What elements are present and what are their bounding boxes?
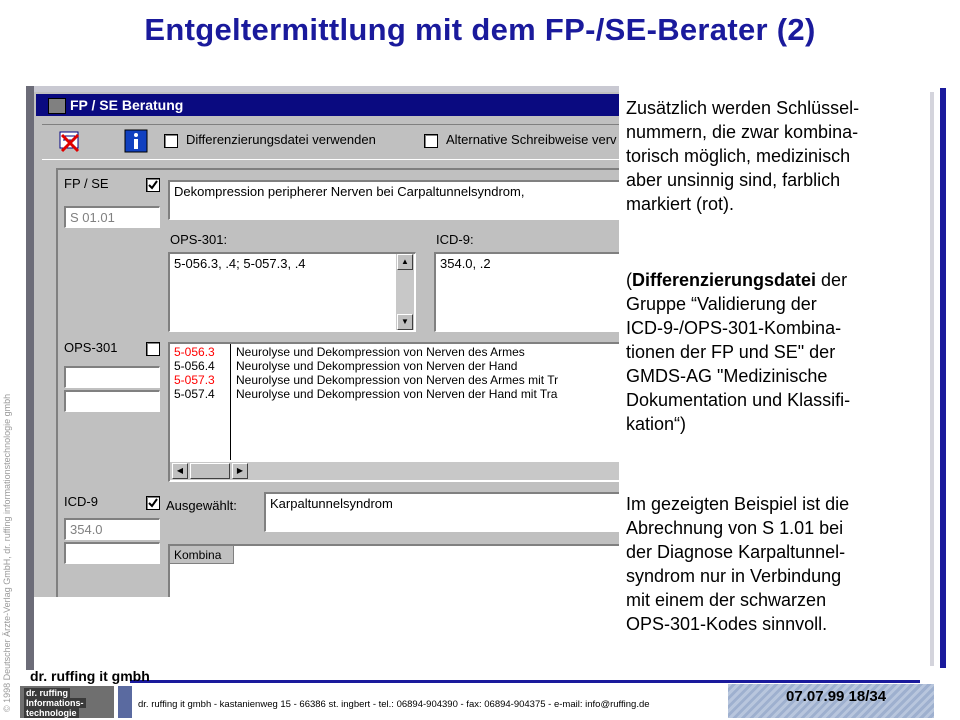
logo-line: Informations- bbox=[26, 698, 84, 708]
selected-label: Ausgewählt: bbox=[166, 498, 237, 513]
para3-line: mit einem der schwarzen bbox=[626, 590, 827, 610]
alternative-checkbox[interactable] bbox=[424, 134, 438, 148]
para1-line: torisch möglich, medizinisch bbox=[626, 146, 851, 166]
clear-button[interactable] bbox=[58, 129, 82, 153]
para2-line: Dokumentation und Klassifi- bbox=[626, 390, 851, 410]
ops-description: Neurolyse und Dekompression von Nerven des Armes bbox=[236, 345, 525, 359]
icd9-checkbox[interactable] bbox=[146, 496, 160, 510]
list-item[interactable] bbox=[170, 374, 619, 387]
ops-code: 5-057.3 bbox=[174, 373, 215, 387]
differenzierung-checkbox[interactable] bbox=[164, 134, 178, 148]
ops-summary-field[interactable] bbox=[168, 252, 416, 332]
fpse-code-field[interactable]: S 01.01 bbox=[64, 206, 160, 228]
icd-summary-value: 354.0, .2 bbox=[440, 256, 491, 271]
check-icon bbox=[147, 497, 159, 509]
ops-summary-label: OPS-301: bbox=[170, 232, 228, 247]
app-icon bbox=[48, 98, 66, 114]
para1-line: Zusätzlich werden Schlüssel- bbox=[626, 98, 860, 118]
ops-code: 5-056.3 bbox=[174, 345, 215, 359]
ops301-checkbox[interactable] bbox=[146, 342, 160, 356]
list-item[interactable] bbox=[170, 346, 619, 359]
para2-line: GMDS-AG "Medizinische bbox=[626, 366, 828, 386]
list-item[interactable] bbox=[170, 388, 619, 401]
logo-line: dr. ruffing bbox=[26, 688, 68, 698]
para1-line: aber unsinnig sind, farblich bbox=[626, 170, 841, 190]
icd9-label: ICD-9 bbox=[64, 494, 98, 509]
kombination-grid[interactable] bbox=[168, 544, 619, 597]
ops301-code-field-1[interactable] bbox=[64, 366, 160, 388]
fpse-description-field[interactable]: Dekompression peripherer Nerven bei Carpaltunnelsyndrom, bbox=[168, 180, 619, 220]
clear-icon bbox=[58, 129, 82, 153]
selected-diagnosis-field[interactable]: Karpaltunnelsyndrom bbox=[264, 492, 619, 532]
text-panel-bar bbox=[940, 88, 946, 668]
scroll-right-icon[interactable]: ▶ bbox=[232, 463, 248, 479]
para2-first-line bbox=[626, 268, 850, 292]
main-panel bbox=[56, 168, 619, 597]
icd9-code-field-2[interactable] bbox=[64, 542, 160, 564]
page-number: 07.07.99 18/34 bbox=[786, 688, 887, 705]
check-icon bbox=[147, 179, 159, 191]
scroll-down-icon[interactable]: ▼ bbox=[397, 314, 413, 330]
ops301-hscrollbar[interactable] bbox=[170, 462, 619, 480]
alternative-label: Alternative Schreibweise verv bbox=[446, 132, 617, 147]
screenshot-frame-left bbox=[26, 86, 34, 670]
para3-line: Im gezeigten Beispiel ist die bbox=[626, 494, 850, 514]
paragraph-3 bbox=[626, 492, 849, 636]
window-titlebar[interactable] bbox=[36, 94, 619, 116]
para2-line: kation“) bbox=[626, 414, 687, 434]
para2-line: Gruppe “Validierung der bbox=[626, 294, 817, 314]
info-icon bbox=[124, 129, 148, 153]
scroll-thumb[interactable] bbox=[190, 463, 230, 479]
icd9-code-field[interactable]: 354.0 bbox=[64, 518, 160, 540]
list-item[interactable] bbox=[170, 360, 619, 373]
ops-code: 5-057.4 bbox=[174, 387, 215, 401]
fpse-label: FP / SE bbox=[64, 176, 109, 191]
logo-corner-graphic bbox=[118, 686, 132, 718]
para2-rest: der bbox=[816, 270, 848, 290]
ops301-label: OPS-301 bbox=[64, 340, 118, 355]
ops-summary-value: 5-056.3, .4; 5-057.3, .4 bbox=[174, 256, 306, 271]
fp-se-window bbox=[34, 92, 619, 597]
icd-summary-label: ICD-9: bbox=[436, 232, 474, 247]
para3-line: der Diagnose Karpaltunnel- bbox=[626, 542, 846, 562]
para1-line: nummern, die zwar kombina- bbox=[626, 122, 859, 142]
text-panel-shadow bbox=[930, 92, 934, 666]
footer-address: dr. ruffing it gmbh - kastanienweg 15 - 66386 st. ingbert - tel.: 06894-904390 - fax: 06894-904375 - e-mail: info@ruffing.de bbox=[138, 699, 650, 710]
para2-open: ( bbox=[626, 270, 632, 290]
ops-code: 5-056.4 bbox=[174, 359, 215, 373]
logo-line: technologie bbox=[26, 708, 77, 718]
para1-line: markiert (rot). bbox=[626, 194, 734, 214]
slide-title: Entgeltermittlung mit dem FP-/SE-Berater (2) bbox=[144, 12, 816, 47]
para2-line: ICD-9-/OPS-301-Kombina- bbox=[626, 318, 842, 338]
ops-description: Neurolyse und Dekompression von Nerven der Hand bbox=[236, 359, 518, 373]
window-title: FP / SE Beratung bbox=[70, 97, 184, 113]
para2-bold: Differenzierungsdatei bbox=[632, 270, 817, 290]
paragraph-1 bbox=[626, 96, 859, 216]
icd-summary-field[interactable] bbox=[434, 252, 619, 332]
toolbar bbox=[42, 124, 619, 160]
scroll-up-icon[interactable]: ▲ bbox=[397, 254, 413, 270]
para3-line: syndrom nur in Verbindung bbox=[626, 566, 842, 586]
ops301-list[interactable] bbox=[168, 342, 619, 482]
ops301-code-field-2[interactable] bbox=[64, 390, 160, 412]
footer-rule bbox=[130, 680, 920, 683]
paragraph-2 bbox=[626, 268, 850, 436]
differenzierung-label: Differenzierungsdatei verwenden bbox=[186, 132, 376, 147]
info-button[interactable] bbox=[124, 129, 148, 153]
para3-line: Abrechnung von S 1.01 bei bbox=[626, 518, 844, 538]
scroll-left-icon[interactable]: ◀ bbox=[172, 463, 188, 479]
copyright-note: © 1998 Deutscher Ärzte-Verlag GmbH, dr. ruffing informationstechnologie gmbh bbox=[2, 393, 12, 712]
kombina-column-header[interactable]: Kombina bbox=[170, 546, 234, 564]
ops-description: Neurolyse und Dekompression von Nerven des Armes mit Tr bbox=[236, 373, 559, 387]
para3-line: OPS-301-Kodes sinnvoll. bbox=[626, 614, 828, 634]
ops-description: Neurolyse und Dekompression von Nerven der Hand mit Tra bbox=[236, 387, 558, 401]
ops-summary-scrollbar[interactable] bbox=[396, 254, 414, 330]
fpse-checkbox[interactable] bbox=[146, 178, 160, 192]
para2-line: tionen der FP und SE" der bbox=[626, 342, 836, 362]
brand-name: dr. ruffing it gmbh bbox=[30, 668, 150, 684]
